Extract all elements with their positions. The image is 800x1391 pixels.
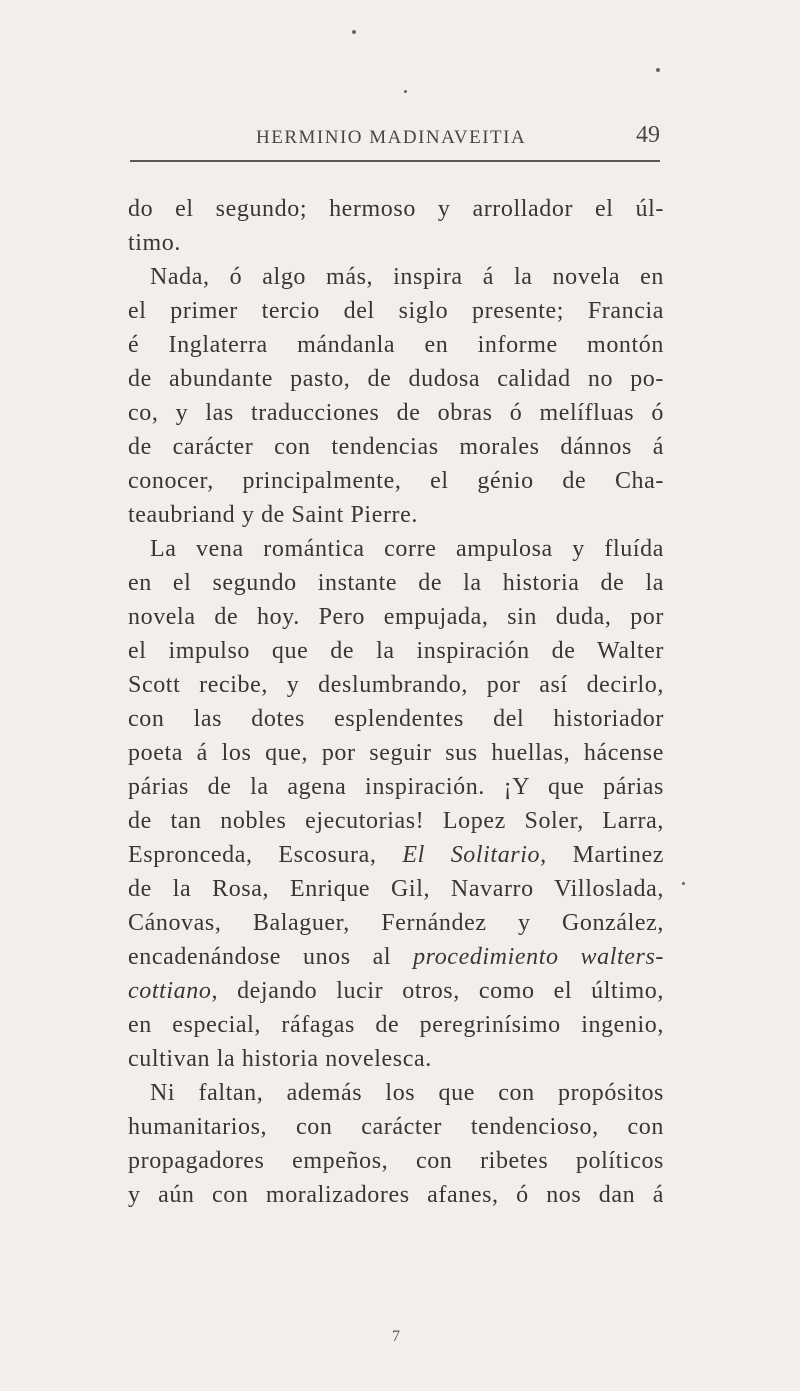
text-line: de carácter con tendencias morales dánnos á: [128, 434, 664, 460]
text-line: de tan nobles ejecutorias! Lopez Soler, Larra,: [128, 808, 664, 834]
text-line-mixed: [128, 838, 664, 872]
text-line: en especial, ráfagas de peregrinísimo ingenio,: [128, 1012, 664, 1038]
text-line: de la Rosa, Enrique Gil, Navarro Villoslada,: [128, 876, 664, 902]
text-run: , dejando lucir otros, como el último,: [211, 978, 664, 1004]
paper-speck: [404, 90, 407, 93]
text-line: do el segundo; hermoso y arrollador el úl-: [128, 196, 664, 222]
text-line: poeta á los que, por seguir sus huellas, hácense: [128, 740, 664, 766]
text-line: La vena romántica corre ampulosa y fluída: [150, 536, 664, 562]
text-line: propagadores empeños, con ribetes políticos: [128, 1148, 664, 1174]
page-header: [130, 122, 660, 152]
text-line: é Inglaterra mándanla en informe montón: [128, 332, 664, 358]
text-line: co, y las traducciones de obras ó melífluas ó: [128, 400, 664, 426]
text-line-mixed: [128, 940, 664, 974]
text-line: con las dotes esplendentes del historiador: [128, 706, 664, 732]
text-line: teaubriand y de Saint Pierre.: [128, 502, 418, 528]
text-line: y aún con moralizadores afanes, ó nos dan á: [128, 1182, 664, 1208]
text-line: humanitarios, con carácter tendencioso, con: [128, 1114, 664, 1140]
text-line: de abundante pasto, de dudosa calidad no po-: [128, 366, 664, 392]
text-line: el primer tercio del siglo presente; Francia: [128, 298, 664, 324]
text-line: novela de hoy. Pero empujada, sin duda, por: [128, 604, 664, 630]
paper-speck: [656, 68, 660, 72]
text-run: encadenándose unos al: [128, 944, 414, 970]
italic-phrase: procedimiento walters-: [413, 944, 664, 970]
text-line: el impulso que de la inspiración de Walter: [128, 638, 664, 664]
body-text: [128, 192, 664, 1212]
text-line: en el segundo instante de la historia de la: [128, 570, 664, 596]
text-line: timo.: [128, 230, 182, 256]
text-run: Espronceda, Escosura,: [128, 842, 403, 868]
text-line: cultivan la historia novelesca.: [128, 1046, 432, 1072]
paper-speck: [682, 882, 685, 885]
signature-mark: 7: [392, 1328, 400, 1345]
text-line: párias de la agena inspiración. ¡Y que párias: [128, 774, 664, 800]
italic-phrase: cottiano: [128, 978, 212, 1004]
text-line: Ni faltan, además los que con propósitos: [150, 1080, 664, 1106]
text-line: Nada, ó algo más, inspira á la novela en: [150, 264, 664, 290]
text-line: Scott recibe, y deslumbrando, por así decirlo,: [128, 672, 664, 698]
page-number: 49: [636, 122, 660, 148]
text-line-mixed: [128, 974, 664, 1008]
italic-title: El Solitario,: [402, 842, 547, 868]
header-rule: [130, 160, 660, 162]
running-head: HERMINIO MADINAVEITIA: [256, 127, 527, 148]
text-line: Cánovas, Balaguer, Fernández y González,: [128, 910, 664, 936]
paper-speck: [352, 30, 356, 34]
text-line: conocer, principalmente, el génio de Cha-: [128, 468, 664, 494]
text-run: Martinez: [546, 842, 665, 868]
